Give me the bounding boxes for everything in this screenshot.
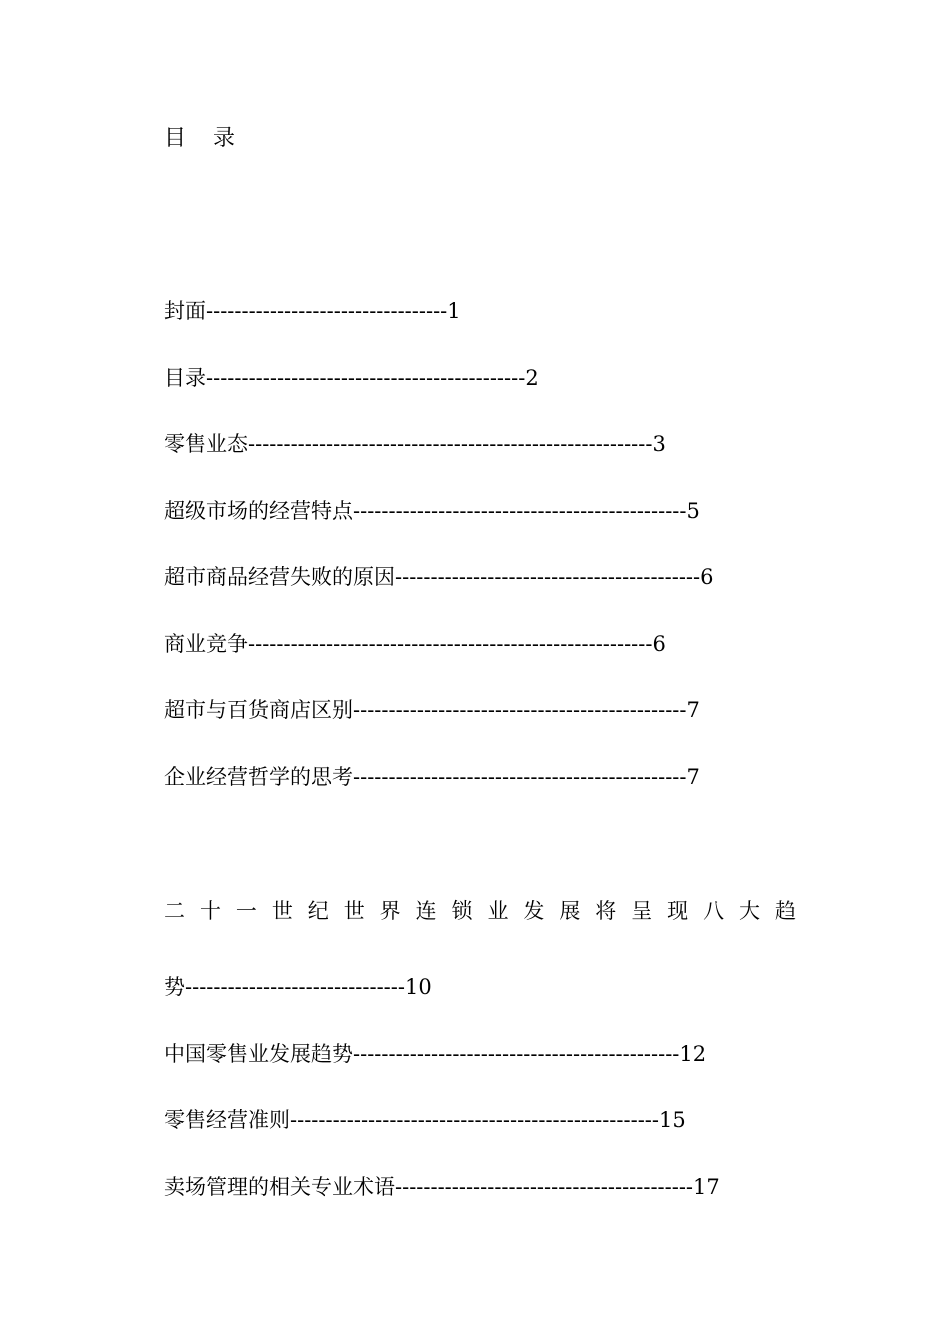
toc-entry-title: 封面	[164, 299, 206, 323]
toc-title-char: 二	[164, 899, 185, 923]
toc-leader: ---------------------------------------------------------	[248, 632, 653, 656]
toc-page-number: 2	[525, 366, 539, 390]
toc-page-number: 10	[404, 975, 432, 999]
toc-entry-title: 零售经营准则	[164, 1108, 290, 1132]
toc-entry	[164, 363, 539, 393]
toc-title-char: 呈	[631, 899, 653, 923]
toc-entry-title: 超级市场的经营特点	[164, 499, 353, 523]
toc-page-number: 3	[652, 432, 666, 456]
toc-page-number: 1	[447, 299, 461, 323]
toc-entry	[164, 762, 700, 792]
toc-title-char: 一	[235, 899, 257, 923]
toc-entry	[164, 629, 666, 659]
toc-entry-title: 企业经营哲学的思考	[164, 765, 353, 789]
toc-entry	[164, 562, 714, 592]
toc-page-number: 17	[693, 1175, 720, 1199]
toc-page-number: 7	[686, 765, 700, 789]
toc-leader: -------------------------------------------	[395, 565, 701, 589]
toc-leader: ----------------------------------	[206, 299, 448, 323]
toc-entry-title: 商业竞争	[164, 632, 248, 656]
toc-leader: ---------------------------------------------	[206, 366, 526, 390]
toc-entry	[164, 1172, 720, 1202]
toc-title-char: 锁	[451, 899, 473, 923]
toc-entry	[164, 1105, 686, 1135]
toc-page-number: 6	[652, 632, 666, 656]
toc-title-char: 发	[523, 899, 545, 923]
toc-entry	[164, 1039, 706, 1069]
toc-leader: -----------------------------------------------	[353, 698, 687, 722]
toc-leader: ----------------------------------------------	[353, 1042, 680, 1066]
toc-entry-title: 零售业态	[164, 432, 248, 456]
toc-title-char: 大	[739, 899, 760, 923]
toc-title-char: 现	[667, 899, 689, 923]
toc-leader: ----------------------------------------------------	[290, 1108, 659, 1132]
toc-title-char: 展	[559, 899, 581, 923]
toc-title-char: 业	[487, 899, 509, 923]
toc-entry-title: 目录	[164, 366, 206, 390]
toc-title-char: 纪	[307, 899, 329, 923]
toc-page-number: 5	[686, 499, 700, 523]
toc-entry-title: 超市商品经营失败的原因	[164, 565, 395, 589]
toc-leader: -------------------------------	[185, 975, 405, 999]
toc-entry-title: 势	[164, 975, 185, 999]
toc-entry-continuation	[164, 972, 432, 1002]
toc-entry	[164, 296, 461, 326]
toc-page-number: 15	[658, 1108, 686, 1132]
toc-page-number: 7	[686, 698, 700, 722]
toc-leader: -----------------------------------------------	[353, 499, 687, 523]
toc-entry	[164, 429, 666, 459]
toc-entry-title: 卖场管理的相关专业术语	[164, 1175, 395, 1199]
toc-leader: ---------------------------------------------------------	[248, 432, 653, 456]
toc-entry	[164, 695, 700, 725]
toc-heading: 目 录	[164, 126, 245, 151]
toc-page-number: 6	[700, 565, 714, 589]
toc-entry-long-title	[164, 896, 796, 926]
toc-title-char: 八	[703, 899, 725, 923]
toc-leader: -----------------------------------------------	[353, 765, 687, 789]
toc-entry-title: 中国零售业发展趋势	[164, 1042, 353, 1066]
toc-title-char: 趋	[774, 899, 796, 923]
toc-title-char: 世	[271, 899, 293, 923]
toc-title-char: 连	[415, 899, 437, 923]
toc-entry	[164, 496, 700, 526]
toc-title-char: 将	[595, 899, 617, 923]
toc-page-number: 12	[679, 1042, 707, 1066]
toc-title-char: 世	[343, 899, 365, 923]
toc-leader: ------------------------------------------	[395, 1175, 694, 1199]
toc-title-char: 界	[379, 899, 401, 923]
toc-entry-title: 超市与百货商店区别	[164, 698, 353, 722]
toc-title-char: 十	[199, 899, 221, 923]
